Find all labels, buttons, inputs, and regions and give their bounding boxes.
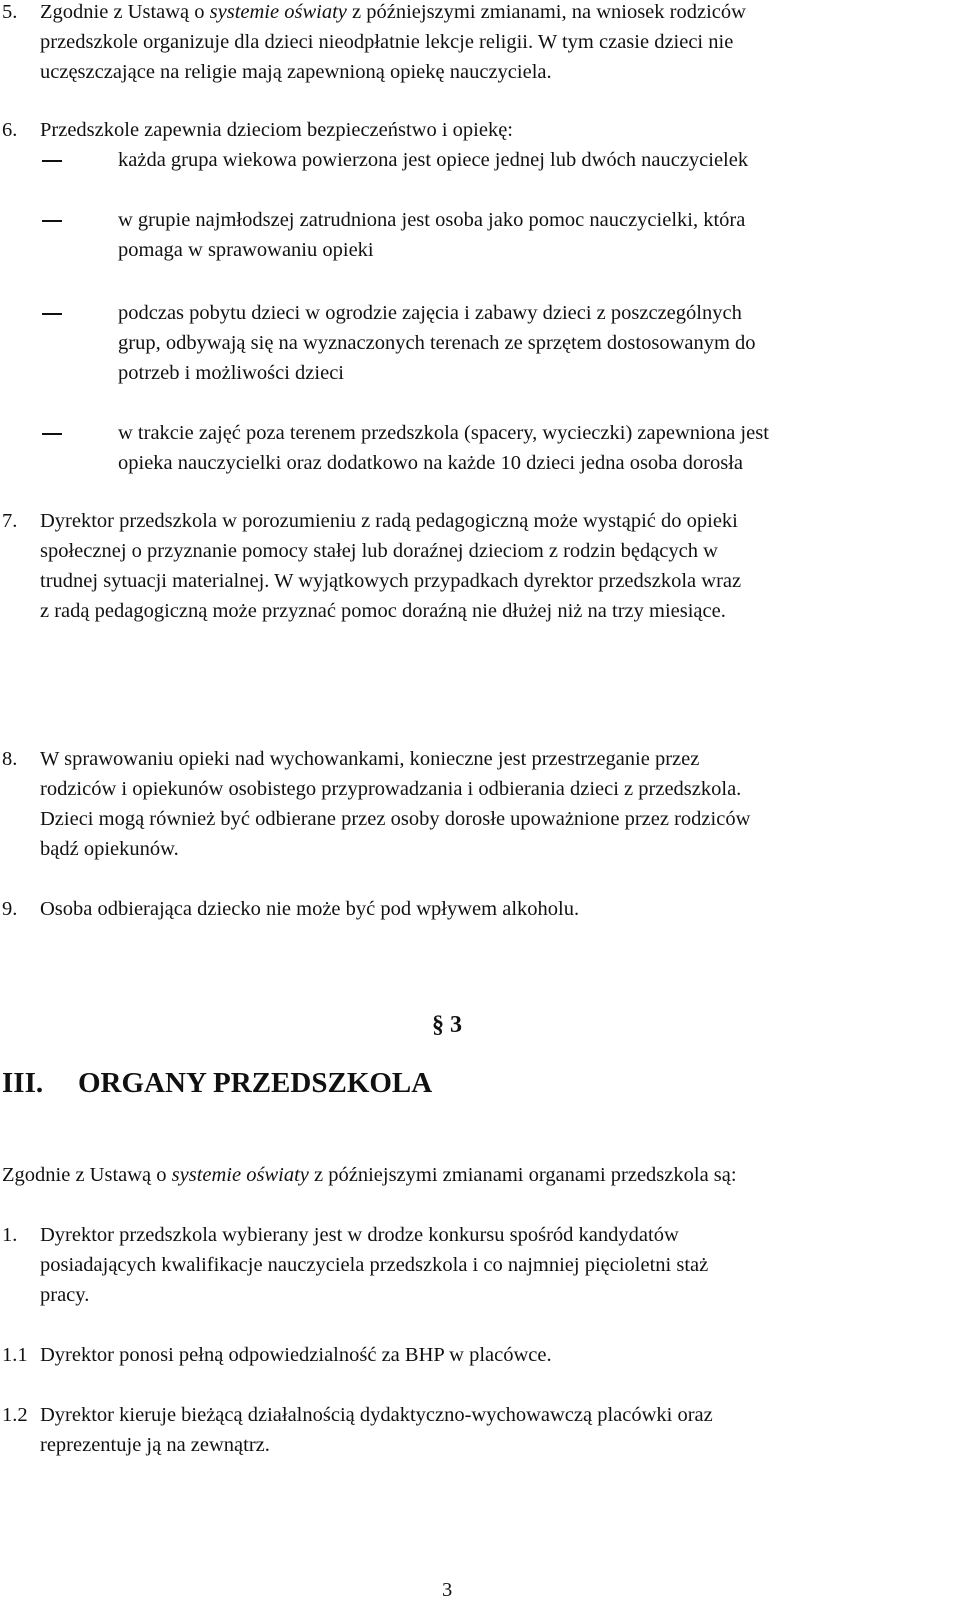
bullet-1-line-1: każda grupa wiekowa powierzona jest opiece jednej lub dwóch nauczycielek [118, 149, 749, 171]
item-8-line-3: Dzieci mogą również być odbierane przez osoby dorosłe upoważnione przez rodziców [40, 808, 751, 830]
bullet-4-line-2: opieka nauczycielki oraz dodatkowo na każde 10 dzieci jedna osoba dorosła [118, 452, 743, 474]
dash-bullet [42, 313, 62, 315]
bullet-2-line-2: pomaga w sprawowaniu opieki [118, 239, 374, 261]
item-number: 7. [2, 510, 18, 532]
law-title: systemie oświaty [171, 1164, 309, 1186]
item-number: 9. [2, 898, 18, 920]
section-title: ORGANY PRZEDSZKOLA [78, 1067, 433, 1099]
item-7-line-2: społecznej o przyznanie pomocy stałej lub doraźnej dzieciom z rodzin będących w [40, 540, 718, 562]
organs-intro: Zgodnie z Ustawą o systemie oświaty z późniejszymi zmianami organami przedszkola są: [2, 1164, 737, 1186]
section-roman-numeral: III. [2, 1067, 44, 1099]
bullet-2-line-1: w grupie najmłodszej zatrudniona jest osoba jako pomoc nauczycielki, która [118, 209, 746, 231]
dash-bullet [42, 433, 62, 435]
organs-1-line-3: pracy. [40, 1284, 90, 1306]
page-number: 3 [442, 1579, 453, 1601]
item-number: 1.1 [2, 1344, 28, 1366]
organs-1-line-2: posiadających kwalifikacje nauczyciela przedszkola i co najmniej pięcioletni staż [40, 1254, 709, 1276]
bullet-4-line-1: w trakcie zajęć poza terenem przedszkola (spacery, wycieczki) zapewniona jest [118, 422, 769, 444]
item-8-line-2: rodziców i opiekunów osobistego przyprowadzania i odbierania dzieci z przedszkola. [40, 778, 742, 800]
law-title: systemie oświaty [209, 1, 347, 23]
item-number: 8. [2, 748, 18, 770]
item-7-line-1: Dyrektor przedszkola w porozumieniu z radą pedagogiczną może wystąpić do opieki [40, 510, 738, 532]
item-6-intro: Przedszkole zapewnia dzieciom bezpieczeństwo i opiekę: [40, 119, 514, 141]
item-8-line-1: W sprawowaniu opieki nad wychowankami, konieczne jest przestrzeganie przez [40, 748, 700, 770]
item-7-line-3: trudnej sytuacji materialnej. W wyjątkowych przypadkach dyrektor przedszkola wraz [40, 570, 742, 592]
organs-1-2-line-1: Dyrektor kieruje bieżącą działalnością dydaktyczno-wychowawczą placówki oraz [40, 1404, 713, 1426]
item-number: 6. [2, 119, 18, 141]
paragraph-mark: § 3 [432, 1012, 462, 1038]
dash-bullet [42, 160, 62, 162]
item-7-line-4: z radą pedagogiczną może przyznać pomoc doraźną nie dłużej niż na trzy miesiące. [40, 600, 726, 622]
item-9-text: Osoba odbierająca dziecko nie może być pod wpływem alkoholu. [40, 898, 580, 920]
item-8-line-4: bądź opiekunów. [40, 838, 179, 860]
organs-1-1-text: Dyrektor ponosi pełną odpowiedzialność za BHP w placówce. [40, 1344, 552, 1366]
organs-1-2-line-2: reprezentuje ją na zewnątrz. [40, 1434, 270, 1456]
item-number: 5. [2, 1, 18, 23]
bullet-3-line-2: grup, odbywają się na wyznaczonych terenach ze sprzętem dostosowanym do [118, 332, 756, 354]
item-5-line-1: Zgodnie z Ustawą o systemie oświaty z późniejszymi zmianami, na wniosek rodziców [40, 1, 746, 23]
organs-1-line-1: Dyrektor przedszkola wybierany jest w drodze konkursu spośród kandydatów [40, 1224, 679, 1246]
bullet-3-line-3: potrzeb i możliwości dzieci [118, 362, 344, 384]
item-5-line-3: uczęszczające na religie mają zapewnioną opiekę nauczyciela. [40, 61, 552, 83]
item-5-line-2: przedszkole organizuje dla dzieci nieodpłatnie lekcje religii. W tym czasie dzieci nie [40, 31, 734, 53]
item-number: 1.2 [2, 1404, 28, 1426]
dash-bullet [42, 220, 62, 222]
bullet-3-line-1: podczas pobytu dzieci w ogrodzie zajęcia i zabawy dzieci z poszczególnych [118, 302, 742, 324]
item-number: 1. [2, 1224, 18, 1246]
